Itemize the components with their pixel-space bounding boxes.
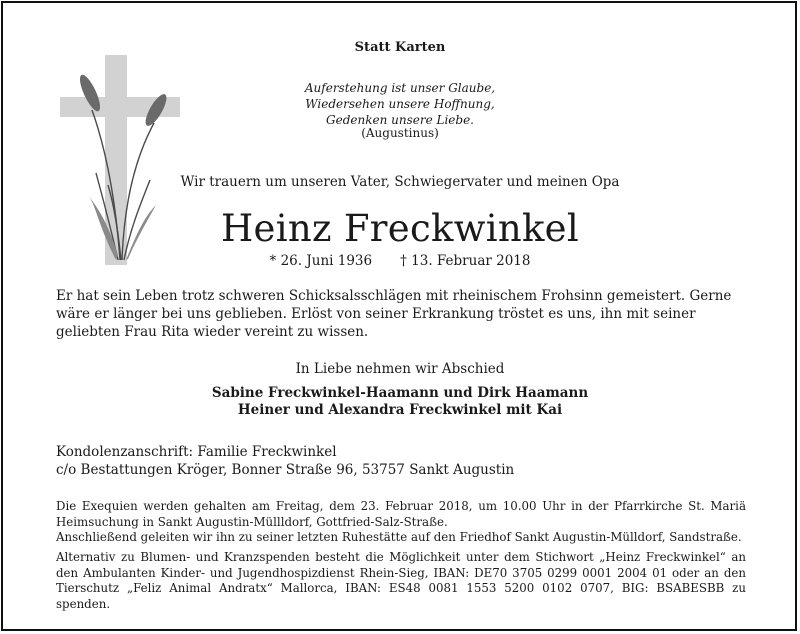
condolence-address-line: c/o Bestattungen Kröger, Bonner Straße 96, 53757 Sankt Augustin xyxy=(56,462,515,478)
family-line: Sabine Freckwinkel-Haamann und Dirk Haamann xyxy=(211,385,589,401)
death-date: † 13. Februar 2018 xyxy=(400,253,531,269)
donation-text: Alternativ zu Blumen- und Kranzspenden besteht die Möglichkeit unter dem Stichwort „Heinz Freckwinkel“ an den Ambulanten Kinder- und Jugendhospizdienst Rhein-Sieg, IBAN: DE70 3705 0299 0001 2004 01 oder an den Tierschutz „Feliz Animal Andratx“ Mallorca, IBAN: ES48 0081 1553 5200 0102 0707, BIG: BSABESBB zu spenden. xyxy=(56,550,746,611)
motto-line: Auferstehung ist unser Glaube, xyxy=(304,81,496,95)
burial-text: Anschließend geleiten wir ihn zu seiner letzten Ruhestätte auf den Friedhof Sankt Augustin-Mülldorf, Sandstraße. xyxy=(56,530,742,544)
exequies-text: Die Exequien werden gehalten am Freitag, dem 23. Februar 2018, um 10.00 Uhr in der Pfarrkirche St. Mariä Heimsuchung in Sankt Augustin-Müllldorf, Gottfried-Salz-Straße. xyxy=(56,499,746,529)
motto-line: Gedenken unsere Liebe. xyxy=(326,113,474,127)
condolence-address-line: Kondolenzanschrift: Familie Freckwinkel xyxy=(56,444,337,460)
motto-author: (Augustinus) xyxy=(361,126,439,140)
biography-text: Er hat sein Leben trotz schweren Schicksalsschlägen mit rheinischem Frohsinn gemeistert. Gerne wäre er länger bei uns geblieben. Erlöst von seiner Erkrankung tröstet es uns, ihn mit seiner geliebten Frau Rita wieder vereint zu wissen. xyxy=(56,288,732,340)
motto-line: Wiedersehen unsere Hoffnung, xyxy=(305,97,495,111)
deceased-name: Heinz Freckwinkel xyxy=(220,207,580,250)
header-statt-karten: Statt Karten xyxy=(354,40,446,55)
birth-date: * 26. Juni 1936 xyxy=(269,253,373,269)
farewell-text: In Liebe nehmen wir Abschied xyxy=(295,361,505,377)
life-dates xyxy=(0,253,800,269)
intro-text: Wir trauern um unseren Vater, Schwiegervater und meinen Opa xyxy=(180,174,620,190)
family-line: Heiner und Alexandra Freckwinkel mit Kai xyxy=(237,402,563,418)
